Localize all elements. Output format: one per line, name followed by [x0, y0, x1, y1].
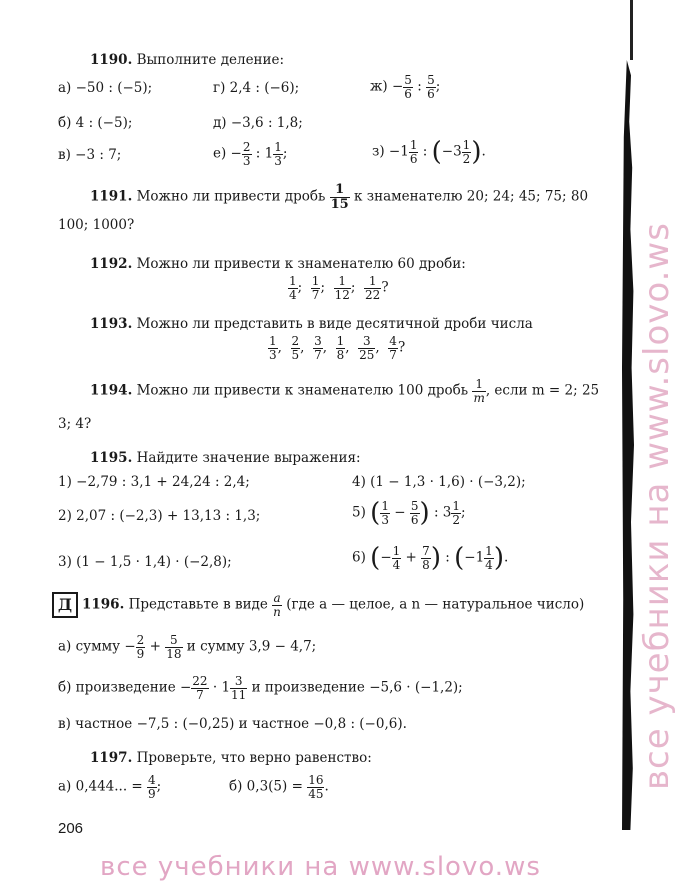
fraction: $\frac{5}{6}$	[427, 73, 435, 101]
problem-number: 1194.	[90, 382, 133, 399]
item-1190-b: б) 4 : (−5);	[58, 115, 133, 131]
page-edge-shadow	[622, 60, 634, 830]
problem-number: 1192.	[90, 256, 133, 272]
page-edge	[630, 0, 633, 60]
item-1190-e: е) − $\frac{2}{3}$ : 1 $\frac{1}{3}$ ;	[213, 140, 288, 168]
item-1195-2: 2) 2,07 : (−2,3) + 13,13 : 1,3;	[58, 508, 261, 524]
problem-1194-line2: 3; 4?	[58, 416, 92, 432]
fraction: $\frac{5}{6}$	[404, 73, 412, 101]
item-1190-z: з) −1 $\frac{1}{6}$ : (−3 $\frac{1}{2}$ ).	[372, 137, 486, 168]
watermark-vertical: все учебники на www.slovo.ws	[637, 222, 677, 790]
item-1190-zh: ж) − $\frac{5}{6}$ : $\frac{5}{6}$ ;	[370, 73, 441, 101]
problem-1193: 1193. Можно ли представить в виде десятичной дроби числа	[90, 316, 533, 332]
problem-1194: 1194. Можно ли привести к знаменателю 100 дробь $\frac{1}{m}$ , если m = 2; 25	[90, 377, 600, 405]
item-1195-5: 5) ( $\frac{1}{3}$ − $\frac{5}{6}$ ) : 3 $\frac{1}{2}$ ;	[352, 498, 466, 529]
item-1196-b: б) произведение − $\frac{22}{7}$ · 1 $\frac{3}{11}$ и произведение −5,6 · (−1,2);	[58, 674, 463, 702]
item-1197-a: а) 0,444... = $\frac{4}{9}$ ;	[58, 773, 162, 801]
item-1197-b: б) 0,3(5) = $\frac{16}{45}$ .	[229, 773, 329, 801]
problem-number: 1191.	[90, 188, 133, 205]
item-1190-g: г) 2,4 : (−6);	[213, 80, 300, 96]
watermark-bottom: все учебники на www.slovo.ws	[100, 852, 541, 882]
problem-number: 1193.	[90, 316, 133, 332]
problem-text: Выполните деление:	[136, 52, 285, 68]
page-number: 206	[58, 820, 84, 837]
item-1190-v: в) −3 : 7;	[58, 147, 122, 163]
problem-1197-title: 1197. Проверьте, что верно равенство:	[90, 750, 372, 766]
item-1190-d: д) −3,6 : 1,8;	[213, 115, 303, 131]
fraction: $\frac{1}{2}$	[462, 138, 471, 166]
problem-1196: Д 1196. Представьте в виде $\frac{a}{n}$ (где a — целое, а n — натуральное число)	[52, 592, 584, 618]
problem-number: 1196.	[82, 596, 125, 613]
problem-1193-fractions: $\frac{1}{3}$ , $\frac{2}{5}$ , $\frac{3}{7}$ , $\frac{1}{8}$ , $\frac{3}{25}$ , $\frac{4}{7}$ ?	[269, 334, 406, 362]
problem-1191-line2: 100; 1000?	[58, 217, 135, 233]
fraction: $\frac{1}{m}$	[473, 377, 485, 405]
item-1195-4: 4) (1 − 1,3 · 1,6) · (−3,2);	[352, 474, 526, 490]
problem-number: 1190.	[90, 52, 133, 68]
fraction: $\frac{1}{3}$	[274, 140, 282, 168]
item-1190-a: а) −50 : (−5);	[58, 80, 153, 96]
problem-1192-fractions: $\frac{1}{4}$ ; $\frac{1}{7}$ ; $\frac{1}{12}$ ; $\frac{1}{22}$ ?	[289, 274, 389, 302]
fraction: $\frac{1}{15}$	[330, 182, 349, 212]
item-1195-6: 6) (− $\frac{1}{4}$ + $\frac{7}{8}$ ) : (−1 $\frac{1}{4}$ ).	[352, 543, 509, 574]
problem-1195-title: 1195. Найдите значение выражения:	[90, 450, 361, 466]
item-1195-3: 3) (1 − 1,5 · 1,4) · (−2,8);	[58, 554, 232, 570]
item-1196-a: а) сумму − $\frac{2}{9}$ + $\frac{5}{18}$ и сумму 3,9 − 4,7;	[58, 633, 317, 661]
problem-1190-title	[90, 54, 284, 68]
fraction: $\frac{a}{n}$	[273, 591, 281, 619]
item-1195-1: 1) −2,79 : 3,1 + 24,24 : 2,4;	[58, 474, 250, 490]
problem-number: 1197.	[90, 750, 133, 766]
problem-1192: 1192. Можно ли привести к знаменателю 60 дроби:	[90, 256, 466, 272]
problem-number: 1195.	[90, 450, 133, 466]
homework-badge: Д	[52, 592, 78, 618]
item-1196-v: в) частное −7,5 : (−0,25) и частное −0,8 : (−0,6).	[58, 716, 407, 732]
fraction: $\frac{1}{6}$	[409, 138, 418, 166]
problem-1191: 1191. Можно ли привести дробь $\frac{1}{15}$ к знаменателю 20; 24; 45; 75; 80	[90, 182, 589, 212]
fraction: $\frac{2}{3}$	[242, 140, 251, 168]
